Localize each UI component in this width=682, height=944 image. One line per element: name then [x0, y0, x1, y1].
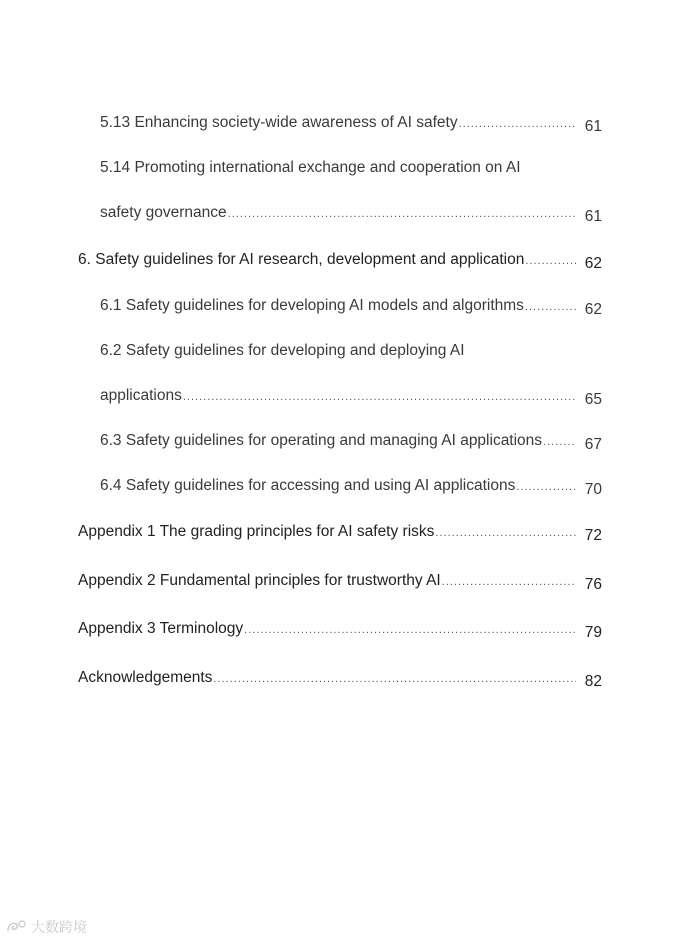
dot-leader	[525, 253, 576, 266]
dot-leader	[435, 525, 576, 538]
toc-entry-label: Appendix 1 The grading principles for AI safety risks	[78, 523, 435, 540]
toc-page-number: 61	[584, 118, 602, 135]
toc-entry-6-1[interactable]	[100, 297, 602, 318]
toc-entry-label: 5.13 Enhancing society-wide awareness of AI safety	[100, 114, 458, 131]
toc-entry-label: 6. Safety guidelines for AI research, development and application	[78, 251, 525, 268]
toc-page-number: 79	[584, 624, 602, 641]
toc-entry-appendix-1[interactable]	[78, 523, 602, 544]
toc-page-number: 62	[584, 301, 602, 318]
dot-leader	[442, 574, 576, 587]
dot-leader	[244, 622, 576, 635]
toc-page-number: 67	[584, 436, 602, 453]
dot-leader	[459, 116, 576, 129]
toc-page-number: 82	[584, 673, 602, 690]
toc-entry-5-14[interactable]	[100, 204, 602, 225]
toc-entry-appendix-3[interactable]	[78, 620, 602, 641]
toc-entry-5-14-line1[interactable]: 5.14 Promoting international exchange and cooperation on AI	[100, 159, 521, 176]
toc-entry-label: Acknowledgements	[78, 669, 213, 686]
dot-leader	[183, 389, 576, 402]
toc-entry-label: 6.4 Safety guidelines for accessing and using AI applications	[100, 477, 516, 494]
dot-leader	[543, 434, 576, 447]
toc-page-number: 76	[584, 576, 602, 593]
toc-entry-6-2-line1[interactable]: 6.2 Safety guidelines for developing and deploying AI	[100, 342, 465, 359]
dot-leader	[525, 299, 576, 312]
toc-entry-label: Appendix 2 Fundamental principles for trustworthy AI	[78, 572, 441, 589]
watermark-logo-icon	[6, 919, 28, 935]
toc-page-number: 61	[584, 208, 602, 225]
toc-page-number: 62	[584, 255, 602, 272]
toc-page-number: 65	[584, 391, 602, 408]
toc-entry-6-2[interactable]	[100, 387, 602, 408]
toc-entry-label: Appendix 3 Terminology	[78, 620, 244, 637]
toc-entry-appendix-2[interactable]	[78, 572, 602, 593]
toc-entry-label: applications	[100, 387, 182, 404]
watermark	[6, 917, 87, 937]
dot-leader	[228, 206, 576, 219]
toc-entry-label: 6.1 Safety guidelines for developing AI models and algorithms	[100, 297, 524, 314]
toc-page-number: 72	[584, 527, 602, 544]
toc-page-number: 70	[584, 481, 602, 498]
toc-entry-label: 6.3 Safety guidelines for operating and managing AI applications	[100, 432, 543, 449]
toc-entry-6[interactable]	[78, 251, 602, 272]
toc-entry-acknowledgements[interactable]	[78, 669, 602, 690]
dot-leader	[213, 671, 576, 684]
dot-leader	[516, 479, 576, 492]
watermark-text: 大数跨境	[31, 919, 87, 935]
toc-entry-6-3[interactable]	[100, 432, 602, 453]
toc-entry-5-13[interactable]	[100, 114, 602, 135]
toc-entry-6-4[interactable]	[100, 477, 602, 498]
toc-entry-label: safety governance	[100, 204, 227, 221]
